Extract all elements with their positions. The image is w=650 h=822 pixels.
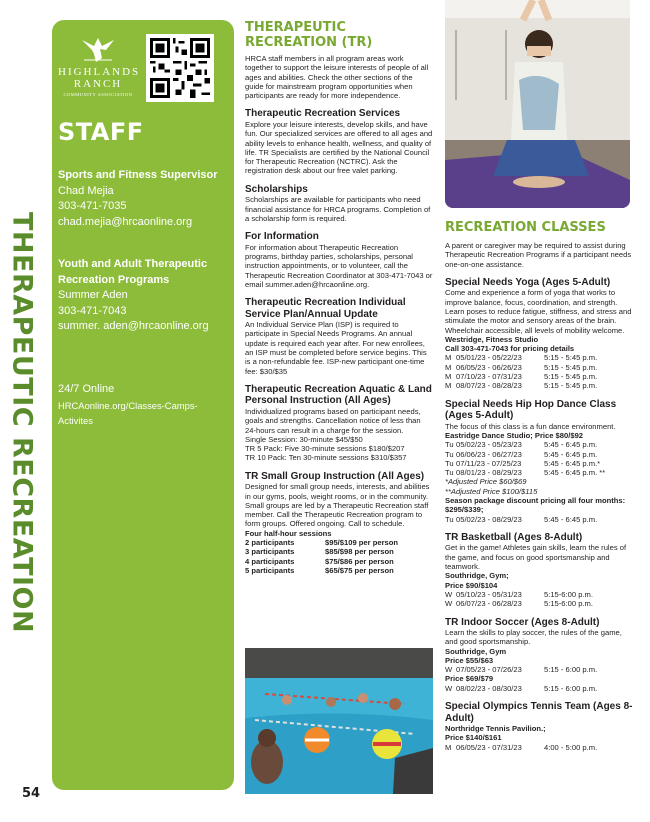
side-title: THERAPEUTIC RECREATION xyxy=(6,212,38,634)
schedule-row: M 07/10/23 - 07/31/23 5:15 - 5:45 p.m. xyxy=(445,372,598,382)
tennis-price: Price $140/$161 xyxy=(445,733,502,743)
staff-panel xyxy=(52,20,234,790)
services-body: Explore your leisure interests, develop skills, and have fun. Our specialized services are offered to all ages and ability levels to enhance health, wellness, and quality of life. TR Specialists are certified by the National Council for Therapeutic Recreation (NCTRC). Ask the registration desk about our free valet parking. xyxy=(245,119,433,176)
scholarships-title: Scholarships xyxy=(245,183,308,195)
qr-code[interactable] xyxy=(146,34,214,102)
logo-line-2: COMMUNITY ASSOCIATION xyxy=(63,92,133,97)
aquatic-body: Individualized programs based on participant needs, goals and strengths. Cancellation notice of less than 24-hours can result in a charge for the session. xyxy=(245,406,421,435)
isp-title: Therapeutic Recreation Individual Service Plan/Annual Update xyxy=(245,297,406,320)
contact-name: Summer Aden xyxy=(58,289,128,301)
yoga-title: Special Needs Yoga (Ages 5-Adult) xyxy=(445,276,611,288)
logo-line-1: HIGHLANDS RANCH xyxy=(58,66,141,90)
soccer-location: Southridge, Gym xyxy=(445,646,507,656)
pool-photo xyxy=(245,648,433,794)
schedule-row: W 08/02/23 - 08/30/23 5:15 - 6:00 p.m. xyxy=(445,683,598,693)
pricing-row: 5 participants $65/$75 per person xyxy=(245,565,394,575)
schedule-row: Tu 06/06/23 - 06/27/23 5:45 - 6:45 p.m. xyxy=(445,449,598,459)
schedule-row: W 06/07/23 - 06/28/23 5:15-6:00 p.m. xyxy=(445,599,593,609)
basketball-body: Get in the game! Athletes gain skills, learn the rules of the game, and focus on good sportsmanship and teamwork. xyxy=(445,543,627,572)
schedule-row: Tu 08/01/23 - 08/29/23 5:45 - 6:45 p.m. ** xyxy=(445,468,606,478)
staff-heading: STAFF xyxy=(58,118,144,146)
sessions-label: Four half-hour sessions xyxy=(245,528,332,538)
schedule-row: M 08/07/23 - 08/28/23 5:15 - 5:45 p.m. xyxy=(445,381,598,391)
schedule-row: Tu 07/11/23 - 07/25/23 5:45 - 6:45 p.m.* xyxy=(445,458,601,468)
online-url[interactable]: HRCAonline.org/Classes-Camps-Activites xyxy=(58,399,198,426)
aquatic-line: TR 5 Pack: Five 30-minute sessions $180/$207 xyxy=(245,444,405,454)
tr-heading: THERAPEUTIC RECREATION (TR) xyxy=(245,20,373,50)
contact-title: Sports and Fitness Supervisor xyxy=(58,169,218,181)
services-title: Therapeutic Recreation Services xyxy=(245,108,401,120)
soccer-price: Price $69/$79 xyxy=(445,674,494,684)
small-group-title: TR Small Group Instruction (All Ages) xyxy=(245,470,425,482)
scholarships-body: Scholarships are available for participants who need financial assistance for HRCA programs. Completion of a scholarship form is required. xyxy=(245,195,431,223)
tennis-location: Northridge Tennis Pavilion.; xyxy=(445,724,546,734)
yoga-call: Call 303-471-7043 for pricing details xyxy=(445,344,575,354)
yoga-body: Come and experience a form of yoga that works to improve balance, focus, coordination, and strength. Learn poses to reduce fatigue, stiffness, and stress and stimulate the motor and sensory areas of the brain. Wheelchair accessible, all levels of mobility welcome. xyxy=(445,288,632,335)
schedule-row: M 05/01/23 - 05/22/23 5:15 - 5:45 p.m. xyxy=(445,353,598,363)
schedule-row: W 07/05/23 - 07/26/23 5:15 - 6:00 p.m. xyxy=(445,665,598,675)
eagle-icon xyxy=(80,34,116,64)
rec-column xyxy=(445,220,633,752)
online-label: 24/7 Online xyxy=(58,383,115,395)
schedule-row: W 05/10/23 - 05/31/23 5:15-6:00 p.m. xyxy=(445,589,593,599)
rec-intro: A parent or caregiver may be required to assist during Therapeutic Recreation Programs if a participant needs one-on-one assistance. xyxy=(445,241,632,269)
small-group-body: Designed for small group needs, interests, and abilities in our gyms, pools, weight rooms, or in the community. Small groups are led by a Therapeutic Recreation staff member. Call the Therapeutic Recreation program to form groups. Offered ongoing. Call to schedule. xyxy=(245,482,430,529)
basketball-title: TR Basketball (Ages 8-Adult) xyxy=(445,531,583,543)
contact-phone[interactable]: 303-471-7035 xyxy=(58,200,127,212)
schedule-row: M 06/05/23 - 06/26/23 5:15 - 5:45 p.m. xyxy=(445,362,598,372)
tr-column xyxy=(245,20,433,575)
hiphop-body: The focus of this class is a fun dance environment. xyxy=(445,421,616,431)
schedule-row: M 06/05/23 - 07/31/23 4:00 - 5:00 p.m. xyxy=(445,742,598,752)
basketball-location: Southridge, Gym; xyxy=(445,571,509,581)
soccer-title: TR Indoor Soccer (Ages 8-Adult) xyxy=(445,616,600,628)
hiphop-note: **Adjusted Price $100/$115 xyxy=(445,486,538,496)
contact-email[interactable]: summer. aden@hrcaonline.org xyxy=(58,320,209,332)
hiphop-season: Season package discount pricing all four months: $295/$339; xyxy=(445,496,626,515)
hrca-logo xyxy=(58,34,141,97)
tr-intro: HRCA staff members in all program areas work together to support the leisure interests of people of all ages and abilities. Check the other sections of the guide for mainstream program opportunities when participants are ready for more independence. xyxy=(245,54,429,101)
isp-body: An Individual Service Plan (ISP) is required to participate in Special Needs Programs. An annual update is required each year after. For new enrollees, an ISP must be completed before service begins. This is a non-refundable fee. ISP-new participant one-time fee: $30/$35 xyxy=(245,320,427,376)
contact-title: Youth and Adult Therapeutic Recreation Programs xyxy=(58,258,208,286)
aquatic-line: Single Session: 30-minute $45/$50 xyxy=(245,434,363,444)
rec-heading: RECREATION CLASSES xyxy=(445,220,606,235)
pricing-row: 3 participants $85/$98 per person xyxy=(245,547,394,557)
soccer-price: Price $55/$63 xyxy=(445,655,494,665)
contact-phone[interactable]: 303-471-7043 xyxy=(58,304,127,317)
schedule-row: Tu 05/02/23 - 05/23/23 5:45 - 6:45 p.m. xyxy=(445,440,598,450)
aquatic-line: TR 10 Pack: Ten 30-minute sessions $310/$357 xyxy=(245,453,407,463)
yoga-location: Westridge, Fitness Studio xyxy=(445,334,539,344)
hiphop-note: *Adjusted Price $60/$69 xyxy=(445,477,527,487)
hiphop-location: Eastridge Dance Studio; Price $80/$92 xyxy=(445,430,584,440)
contact-programs xyxy=(58,257,232,335)
contact-email[interactable]: chad.mejia@hrcaonline.org xyxy=(58,215,193,228)
tennis-title: Special Olympics Tennis Team (Ages 8-Adult) xyxy=(445,701,633,724)
soccer-body: Learn the skills to play soccer, the rules of the game, and good sportsmanship. xyxy=(445,628,622,647)
pricing-row: 4 participants $75/$86 per person xyxy=(245,556,394,566)
schedule-row: Tu 05/02/23 - 08/29/23 5:45 - 6:45 p.m. xyxy=(445,514,598,524)
contact-name: Chad Mejia xyxy=(58,184,114,197)
online-info xyxy=(58,382,232,429)
info-title: For Information xyxy=(245,231,319,243)
pricing-row: 2 participants $95/$109 per person xyxy=(245,537,399,547)
yoga-photo xyxy=(445,0,630,208)
basketball-price: Price $90/$104 xyxy=(445,580,498,590)
aquatic-title: Therapeutic Recreation Aquatic & Land Personal Instruction (All Ages) xyxy=(245,383,432,407)
hiphop-title: Special Needs Hip Hop Dance Class (Ages 5-Adult) xyxy=(445,398,617,422)
contact-supervisor xyxy=(58,168,232,230)
info-body: For information about Therapeutic Recreation programs, birthday parties, scholarships, personal instruction appointments, or to volunteer, call the Therapeutic Recreation Coordinator at 303-471-7043 or email summer.aden@hrcaonline.org. xyxy=(245,242,433,289)
page-number: 54 xyxy=(22,786,41,801)
